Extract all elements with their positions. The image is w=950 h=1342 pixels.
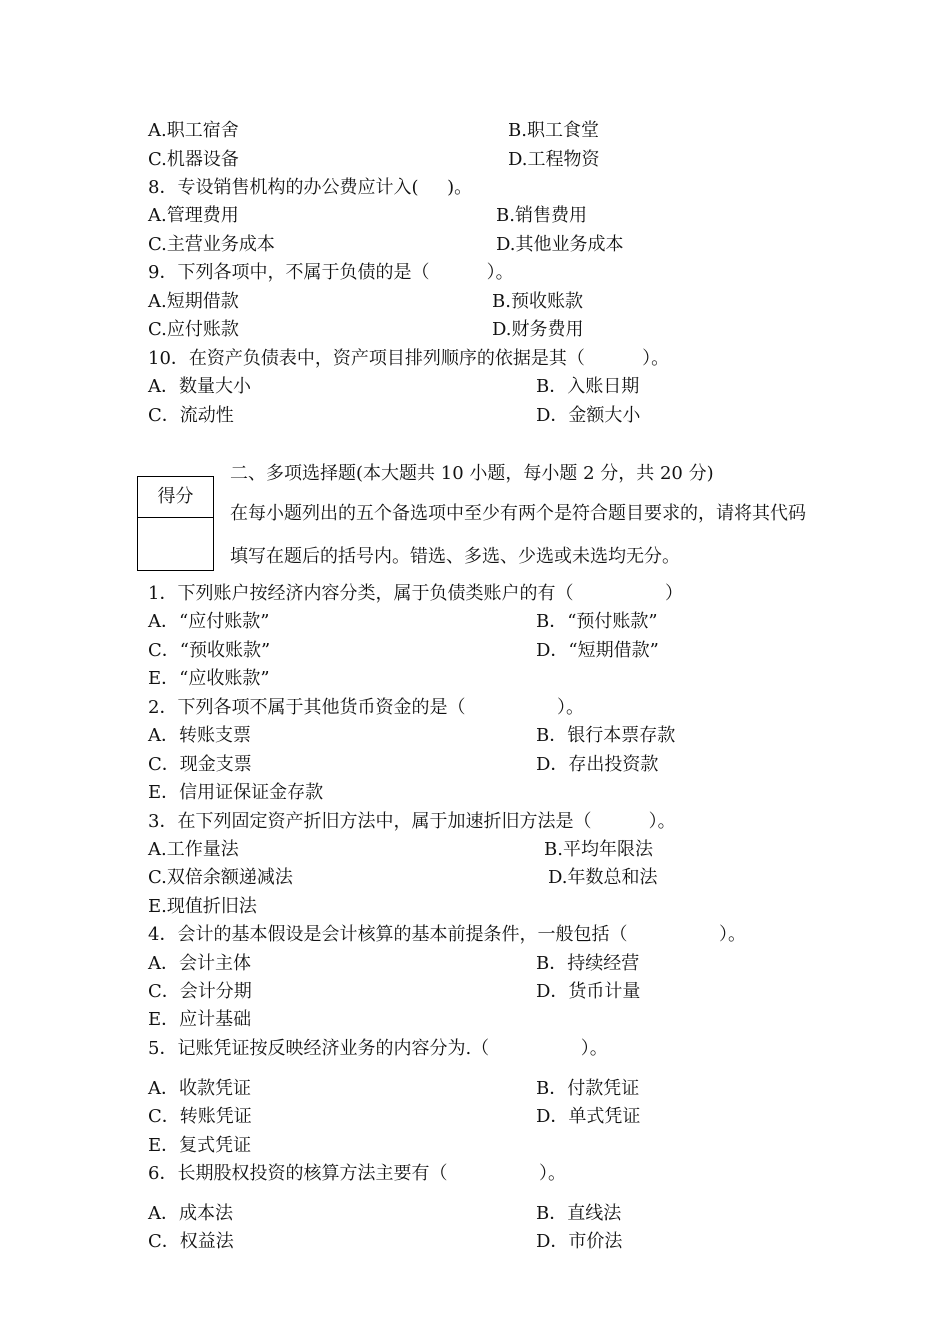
m5-stem: 5．记账凭证按反映经济业务的内容分为.（ ）。	[148, 1038, 608, 1059]
m5-option-b: B．付款凭证	[536, 1078, 640, 1099]
m6-stem: 6．长期股权投资的核算方法主要有（ ）。	[148, 1163, 566, 1184]
m3-stem: 3．在下列固定资产折旧方法中，属于加速折旧方法是（ ）。	[148, 811, 676, 832]
q7-option-d: D.工程物资	[508, 149, 600, 170]
m4-stem: 4．会计的基本假设是会计核算的基本前提条件，一般包括（ ）。	[148, 924, 746, 945]
m3-option-d: D.年数总和法	[548, 867, 658, 888]
m4-option-b: B．持续经营	[536, 953, 640, 974]
m4-option-a: A．会计主体	[148, 953, 251, 974]
section2-title: 二、多项选择题(本大题共 10 小题，每小题 2 分，共 20 分)	[230, 463, 714, 484]
m1-option-e: E．“应收账款”	[148, 668, 270, 689]
m5-option-d: D．单式凭证	[536, 1106, 641, 1127]
q9-option-a: A.短期借款	[148, 291, 239, 312]
q10-option-b: B．入账日期	[536, 376, 640, 397]
m1-stem: 1．下列账户按经济内容分类，属于负债类账户的有（ ）	[148, 583, 683, 604]
section2-instruction-line1: 在每小题列出的五个备选项中至少有两个是符合题目要求的，请将其代码	[230, 503, 806, 524]
q9-option-b: B.预收账款	[492, 291, 583, 312]
m2-option-b: B．银行本票存款	[536, 725, 676, 746]
m5-option-e: E．复式凭证	[148, 1135, 252, 1156]
m5-option-a: A．收款凭证	[148, 1078, 251, 1099]
m1-option-a: A．“应付账款”	[148, 611, 270, 632]
q10-option-a: A．数量大小	[148, 376, 251, 397]
m2-stem: 2．下列各项不属于其他货币资金的是（ ）。	[148, 697, 584, 718]
m4-option-e: E．应计基础	[148, 1009, 252, 1030]
q8-option-d: D.其他业务成本	[496, 234, 624, 255]
m5-option-c: C．转账凭证	[148, 1106, 252, 1127]
m6-option-c: C．权益法	[148, 1231, 234, 1252]
q7-option-b: B.职工食堂	[508, 120, 599, 141]
q10-stem: 10．在资产负债表中，资产项目排列顺序的依据是其（ ）。	[148, 348, 670, 369]
m2-option-a: A．转账支票	[148, 725, 251, 746]
m2-option-d: D．存出投资款	[536, 754, 659, 775]
m3-option-e: E.现值折旧法	[148, 896, 257, 917]
m1-option-c: C．“预收账款”	[148, 640, 271, 661]
m6-option-a: A．成本法	[148, 1203, 233, 1224]
q9-option-c: C.应付账款	[148, 319, 239, 340]
section2-instruction-line2: 填写在题后的括号内。错选、多选、少选或未选均无分。	[230, 546, 680, 567]
m3-option-b: B.平均年限法	[544, 839, 653, 860]
q7-option-c: C.机器设备	[148, 149, 239, 170]
m3-option-a: A.工作量法	[148, 839, 239, 860]
m4-option-d: D．货币计量	[536, 981, 641, 1002]
m4-option-c: C．会计分期	[148, 981, 252, 1002]
m3-option-c: C.双倍余额递减法	[148, 867, 293, 888]
m1-option-b: B．“预付账款”	[536, 611, 658, 632]
m1-option-d: D．“短期借款”	[536, 640, 659, 661]
m2-option-c: C．现金支票	[148, 754, 252, 775]
q9-option-d: D.财务费用	[492, 319, 584, 340]
score-box	[137, 476, 214, 571]
q7-option-a: A.职工宿舍	[148, 120, 239, 141]
q8-option-a: A.管理费用	[148, 205, 239, 226]
m6-option-b: B．直线法	[536, 1203, 622, 1224]
q8-option-c: C.主营业务成本	[148, 234, 275, 255]
q9-stem: 9．下列各项中，不属于负债的是（ ）。	[148, 262, 514, 283]
q8-option-b: B.销售费用	[496, 205, 587, 226]
q10-option-d: D．金额大小	[536, 405, 641, 426]
q8-stem: 8．专设销售机构的办公费应计入( )。	[148, 177, 473, 198]
score-label: 得分	[138, 477, 213, 518]
q10-option-c: C．流动性	[148, 405, 234, 426]
m2-option-e: E．信用证保证金存款	[148, 782, 324, 803]
m6-option-d: D．市价法	[536, 1231, 623, 1252]
